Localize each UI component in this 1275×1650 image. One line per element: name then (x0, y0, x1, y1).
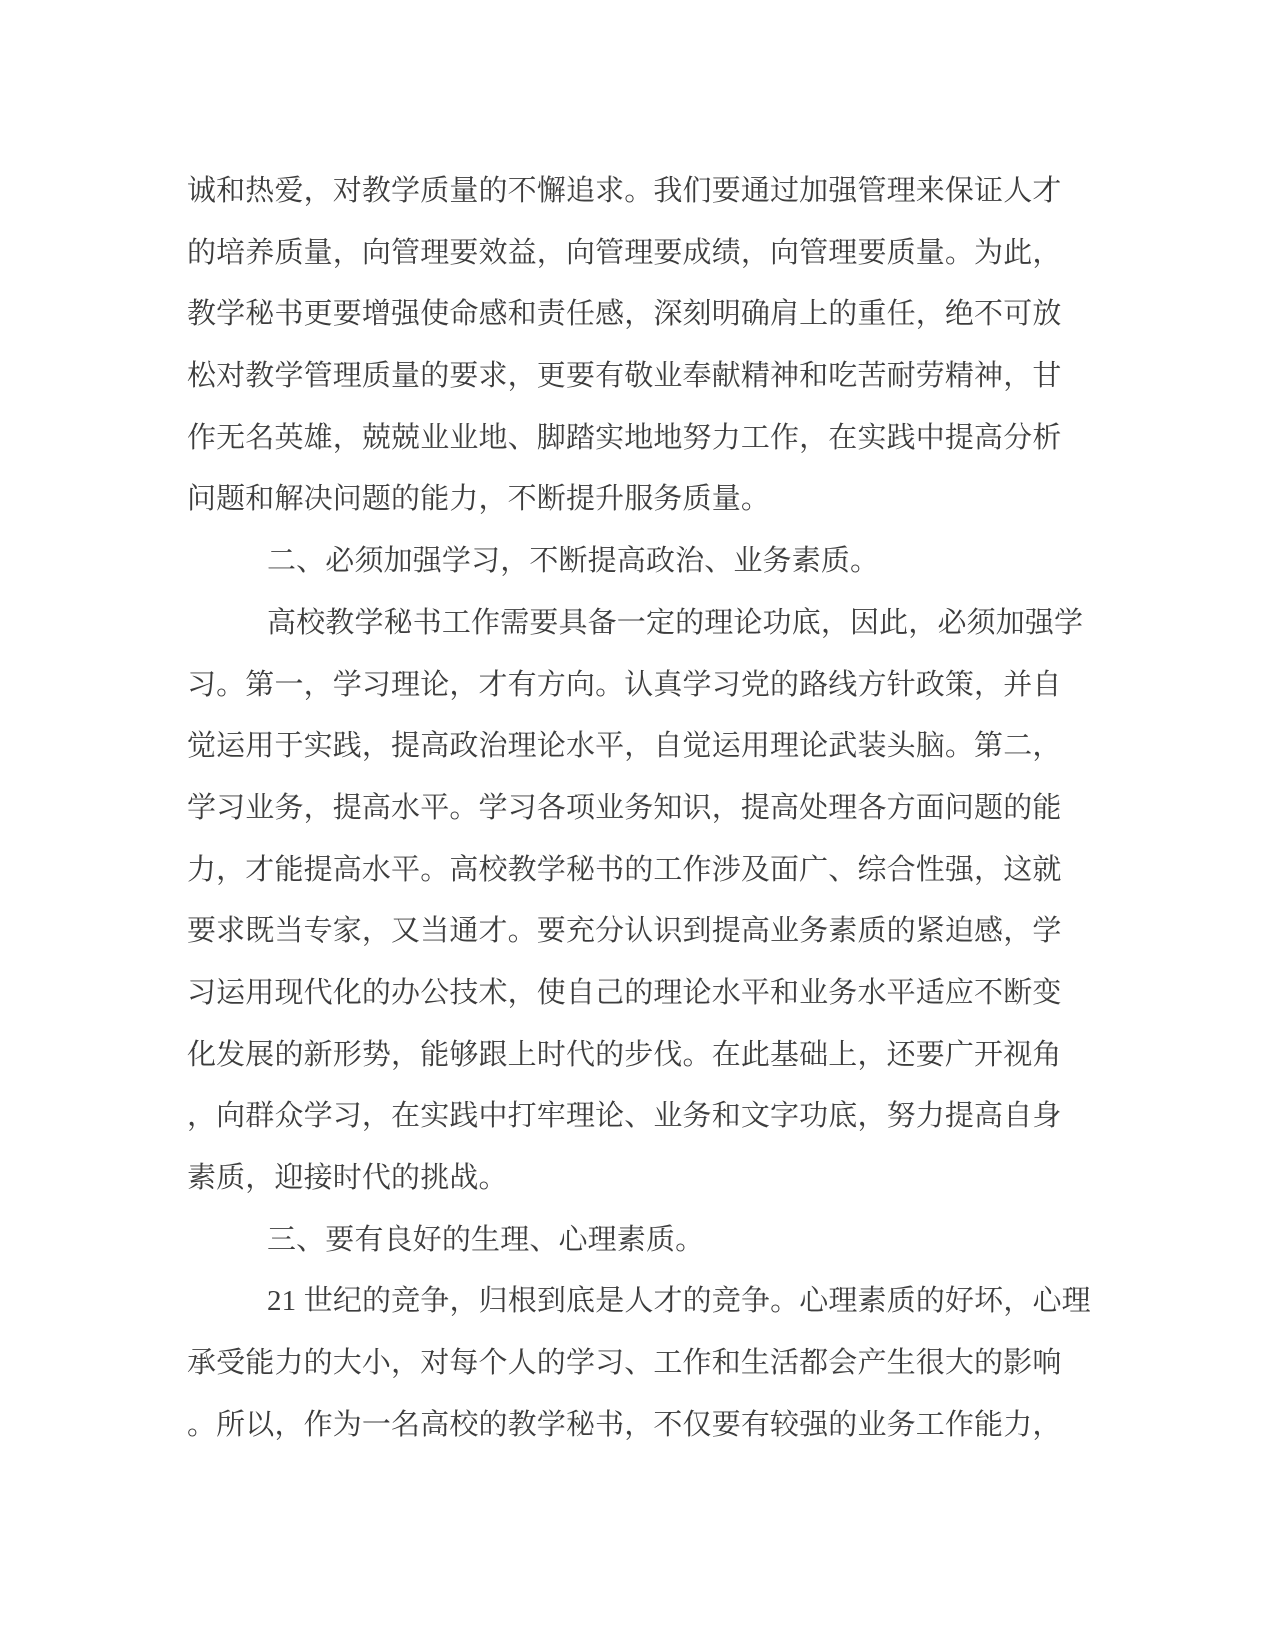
text-line: 。所以，作为一名高校的教学秘书，不仅要有较强的业务工作能力， (187, 1408, 1062, 1441)
text-line: 要求既当专家，又当通才。要充分认识到提高业务素质的紧迫感，学 (187, 915, 1062, 948)
text-line: 习。第一，学习理论，才有方向。认真学习党的路线方针政策，并自 (187, 668, 1062, 701)
document-text-block (187, 161, 1091, 1456)
text-line: 问题和解决问题的能力，不断提升服务质量。 (187, 483, 771, 516)
text-line: 素质，迎接时代的挑战。 (187, 1162, 508, 1194)
text-line: 的培养质量，向管理要效益，向管理要成绩，向管理要质量。为此， (187, 236, 1062, 269)
text-line: 承受能力的大小，对每个人的学习、工作和生活都会产生很大的影响 (187, 1347, 1062, 1380)
section-heading-line: 三、要有良好的生理、心理素质。 (267, 1223, 705, 1256)
text-line: 作无名英雄，兢兢业业地、脚踏实地地努力工作，在实践中提高分析 (187, 421, 1062, 454)
section-heading-line: 二、必须加强学习，不断提高政治、业务素质。 (267, 545, 880, 578)
text-line: 习运用现代化的办公技术，使自己的理论水平和业务水平适应不断变 (187, 976, 1062, 1009)
text-line: 诚和热爱，对教学质量的不懈追求。我们要通过加强管理来保证人才 (187, 175, 1062, 207)
text-line: 松对教学管理质量的要求，更要有敬业奉献精神和吃苦耐劳精神，甘 (187, 360, 1062, 393)
text-line: 教学秘书更要增强使命感和责任感，深刻明确肩上的重任，绝不可放 (187, 298, 1062, 331)
text-line: 力，才能提高水平。高校教学秘书的工作涉及面广、综合性强，这就 (187, 853, 1062, 886)
paragraph-start-line: 高校教学秘书工作需要具备一定的理论功底，因此，必须加强学 (267, 606, 1084, 639)
text-line: 学习业务，提高水平。学习各项业务知识，提高处理各方面问题的能 (187, 791, 1062, 824)
paragraph-start-line: 21 世纪的竞争，归根到底是人才的竞争。心理素质的好坏，心理 (267, 1285, 1091, 1318)
text-line: 化发展的新形势，能够跟上时代的步伐。在此基础上，还要广开视角 (187, 1038, 1062, 1071)
text-line: ，向群众学习，在实践中打牢理论、业务和文字功底，努力提高自身 (187, 1100, 1062, 1133)
text-line: 觉运用于实践，提高政治理论水平，自觉运用理论武装头脑。第二， (187, 730, 1062, 763)
